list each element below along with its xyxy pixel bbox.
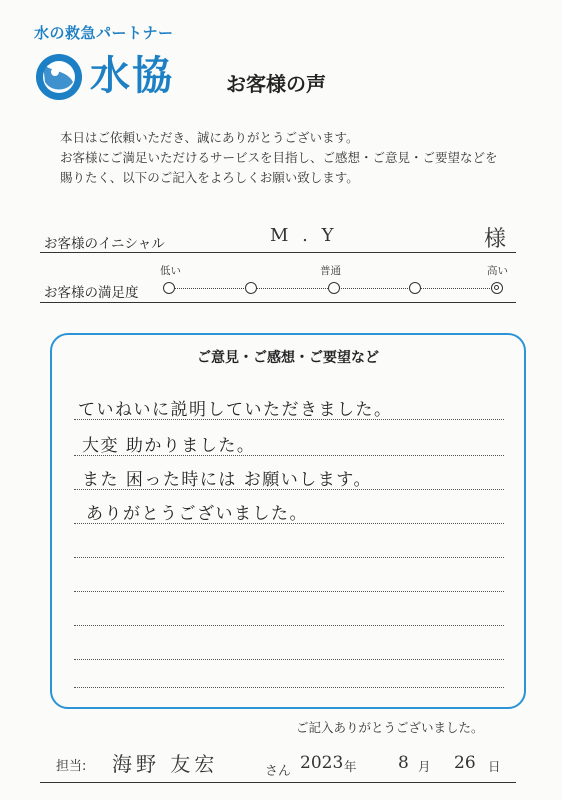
satisfaction-option-1[interactable] xyxy=(163,282,175,294)
water-drop-logo-icon xyxy=(33,52,85,102)
feedback-rule-1 xyxy=(74,419,504,420)
feedback-rule-2 xyxy=(74,455,504,456)
initials-label: お客様のイニシャル xyxy=(44,236,165,252)
thanks-note: ご記入ありがとうございました。 xyxy=(296,720,484,735)
honorific: 様 xyxy=(484,227,507,252)
date-month: 8 xyxy=(398,753,409,773)
staff-name: 海野 友宏 xyxy=(112,752,219,776)
satisfaction-option-3[interactable] xyxy=(328,282,340,294)
feedback-line-4: ありがとうございました。 xyxy=(86,504,308,524)
scale-label-high: 高い xyxy=(487,265,508,277)
feedback-rule-8 xyxy=(74,659,504,660)
feedback-rule-5 xyxy=(74,557,504,558)
feedback-line-2: 大変 助かりました。 xyxy=(82,436,256,456)
date-day: 26 xyxy=(454,753,476,773)
initials-underline xyxy=(40,252,516,253)
initials-value: M . Y xyxy=(270,225,338,246)
intro-line-3: 賜りたく、以下のご記入をよろしくお願い致します。 xyxy=(60,170,359,185)
feedback-rule-6 xyxy=(74,591,504,592)
intro-line-1: 本日はご依頼いただき、誠にありがとうございます。 xyxy=(60,130,359,145)
company-logo-text: 水協 xyxy=(90,52,174,99)
feedback-box xyxy=(50,333,526,709)
satisfaction-underline xyxy=(40,302,516,303)
date-year-unit: 年 xyxy=(344,759,357,774)
satisfaction-option-5-selected[interactable] xyxy=(491,282,503,294)
staff-suffix: さん xyxy=(265,764,292,779)
satisfaction-option-2[interactable] xyxy=(245,282,257,294)
date-day-unit: 日 xyxy=(488,759,501,774)
feedback-rule-7 xyxy=(74,625,504,626)
satisfaction-option-4[interactable] xyxy=(409,282,421,294)
date-month-unit: 月 xyxy=(418,759,431,774)
intro-line-2: お客様にご満足いただけるサービスを目指し、ご感想・ご意見・ご要望などを xyxy=(60,150,498,165)
scale-label-mid: 普通 xyxy=(320,265,341,277)
date-year: 2023 xyxy=(300,753,344,773)
feedback-line-1: ていねいに説明していただきました。 xyxy=(78,400,393,420)
document-title: お客様の声 xyxy=(226,72,326,96)
feedback-rule-9 xyxy=(74,687,504,688)
footer-underline xyxy=(40,782,516,783)
feedback-rule-3 xyxy=(74,489,504,490)
feedback-title: ご意見・ご感想・ご要望など xyxy=(197,350,379,366)
staff-label: 担当: xyxy=(56,759,87,774)
scale-label-low: 低い xyxy=(160,265,181,277)
company-tagline: 水の救急パートナー xyxy=(34,24,174,42)
feedback-rule-4 xyxy=(74,523,504,524)
satisfaction-label: お客様の満足度 xyxy=(44,285,139,301)
feedback-line-3: また 困った時には お願いします。 xyxy=(82,470,372,490)
